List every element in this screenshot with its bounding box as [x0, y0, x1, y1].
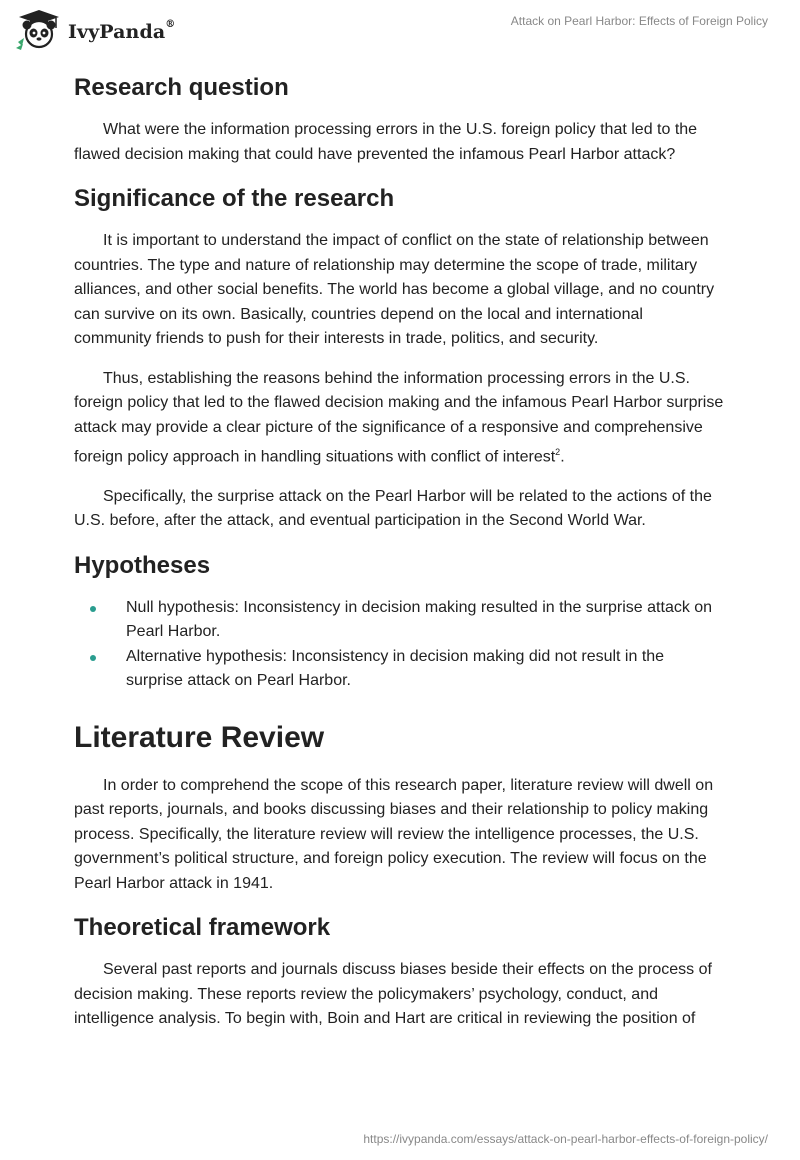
panda-mascot-icon [14, 8, 64, 50]
heading-significance: Significance of the research [74, 185, 395, 212]
heading-literature-review: Literature Review [74, 720, 325, 754]
heading-hypotheses: Hypotheses [74, 551, 211, 579]
paragraph: Specifically, the surprise attack on the Pearl Harbor will be related to the actions of the U.S. before, after the attack, and eventual participation in the Second World War. [74, 487, 712, 530]
heading-theoretical-framework: Theoretical framework [74, 914, 331, 942]
paragraph: Several past reports and journals discuss biases beside their effects on the process of decision making. These reports review the policymakers’ psychology, conduct, and intelligence analysis. To begin with, Boin and Hart are critical in reviewing the position of [74, 961, 712, 1028]
essay-content [74, 72, 724, 1032]
paragraph: Thus, establishing the reasons behind the information processing errors in the U.S. foreign policy that led to the flawed decision making and the infamous Pearl Harbor surprise attack may provide a clear picture of the significance of a responsive and comprehensive foreign policy approach in handling situations with conflict of interest$^2$. [74, 369, 724, 466]
bullet-icon [90, 655, 96, 661]
paragraph: What were the information processing errors in the U.S. foreign policy that led to the flawed decision making that could have prevented the infamous Pearl Harbor attack? [74, 121, 698, 163]
registered-mark: ® [165, 19, 176, 30]
paragraph: It is important to understand the impact of conflict on the state of relationship between countries. The type and nature of relationship may determine the scope of trade, military alliances, and other social benefits. The world has become a global village, and no country can survive on its own. Basically, countries depend on the local and international community friends to push for their interests in trade, politics, and security. [74, 232, 715, 347]
document-title: Attack on Pearl Harbor: Effects of Foreign Policy [510, 14, 768, 28]
list-item: Null hypothesis: Inconsistency in decision making resulted in the surprise attack on Pearl Harbor. [74, 596, 724, 645]
source-url[interactable]: https://ivypanda.com/essays/attack-on-pearl-harbor-effects-of-foreign-policy/ [363, 1132, 768, 1146]
paragraph: In order to comprehend the scope of this research paper, literature review will dwell on past reports, journals, and books discussing biases and their relationship to policy making process. Specifically, the literature review will review the intelligence processes, the U.S. government’s political structure, and foreign policy execution. The review will focus on the Pearl Harbor attack in 1941. [74, 776, 714, 892]
brand-name: IvyPanda® [68, 19, 176, 43]
footnote-marker[interactable]: 2 [555, 447, 561, 457]
heading-research-question: Research question [74, 74, 289, 101]
hypotheses-list [74, 596, 724, 694]
page-header [0, 0, 800, 60]
bullet-icon [90, 606, 96, 612]
list-item: Alternative hypothesis: Inconsistency in decision making did not result in the surprise attack on Pearl Harbor. [74, 645, 724, 694]
brand-logo[interactable] [14, 8, 175, 50]
